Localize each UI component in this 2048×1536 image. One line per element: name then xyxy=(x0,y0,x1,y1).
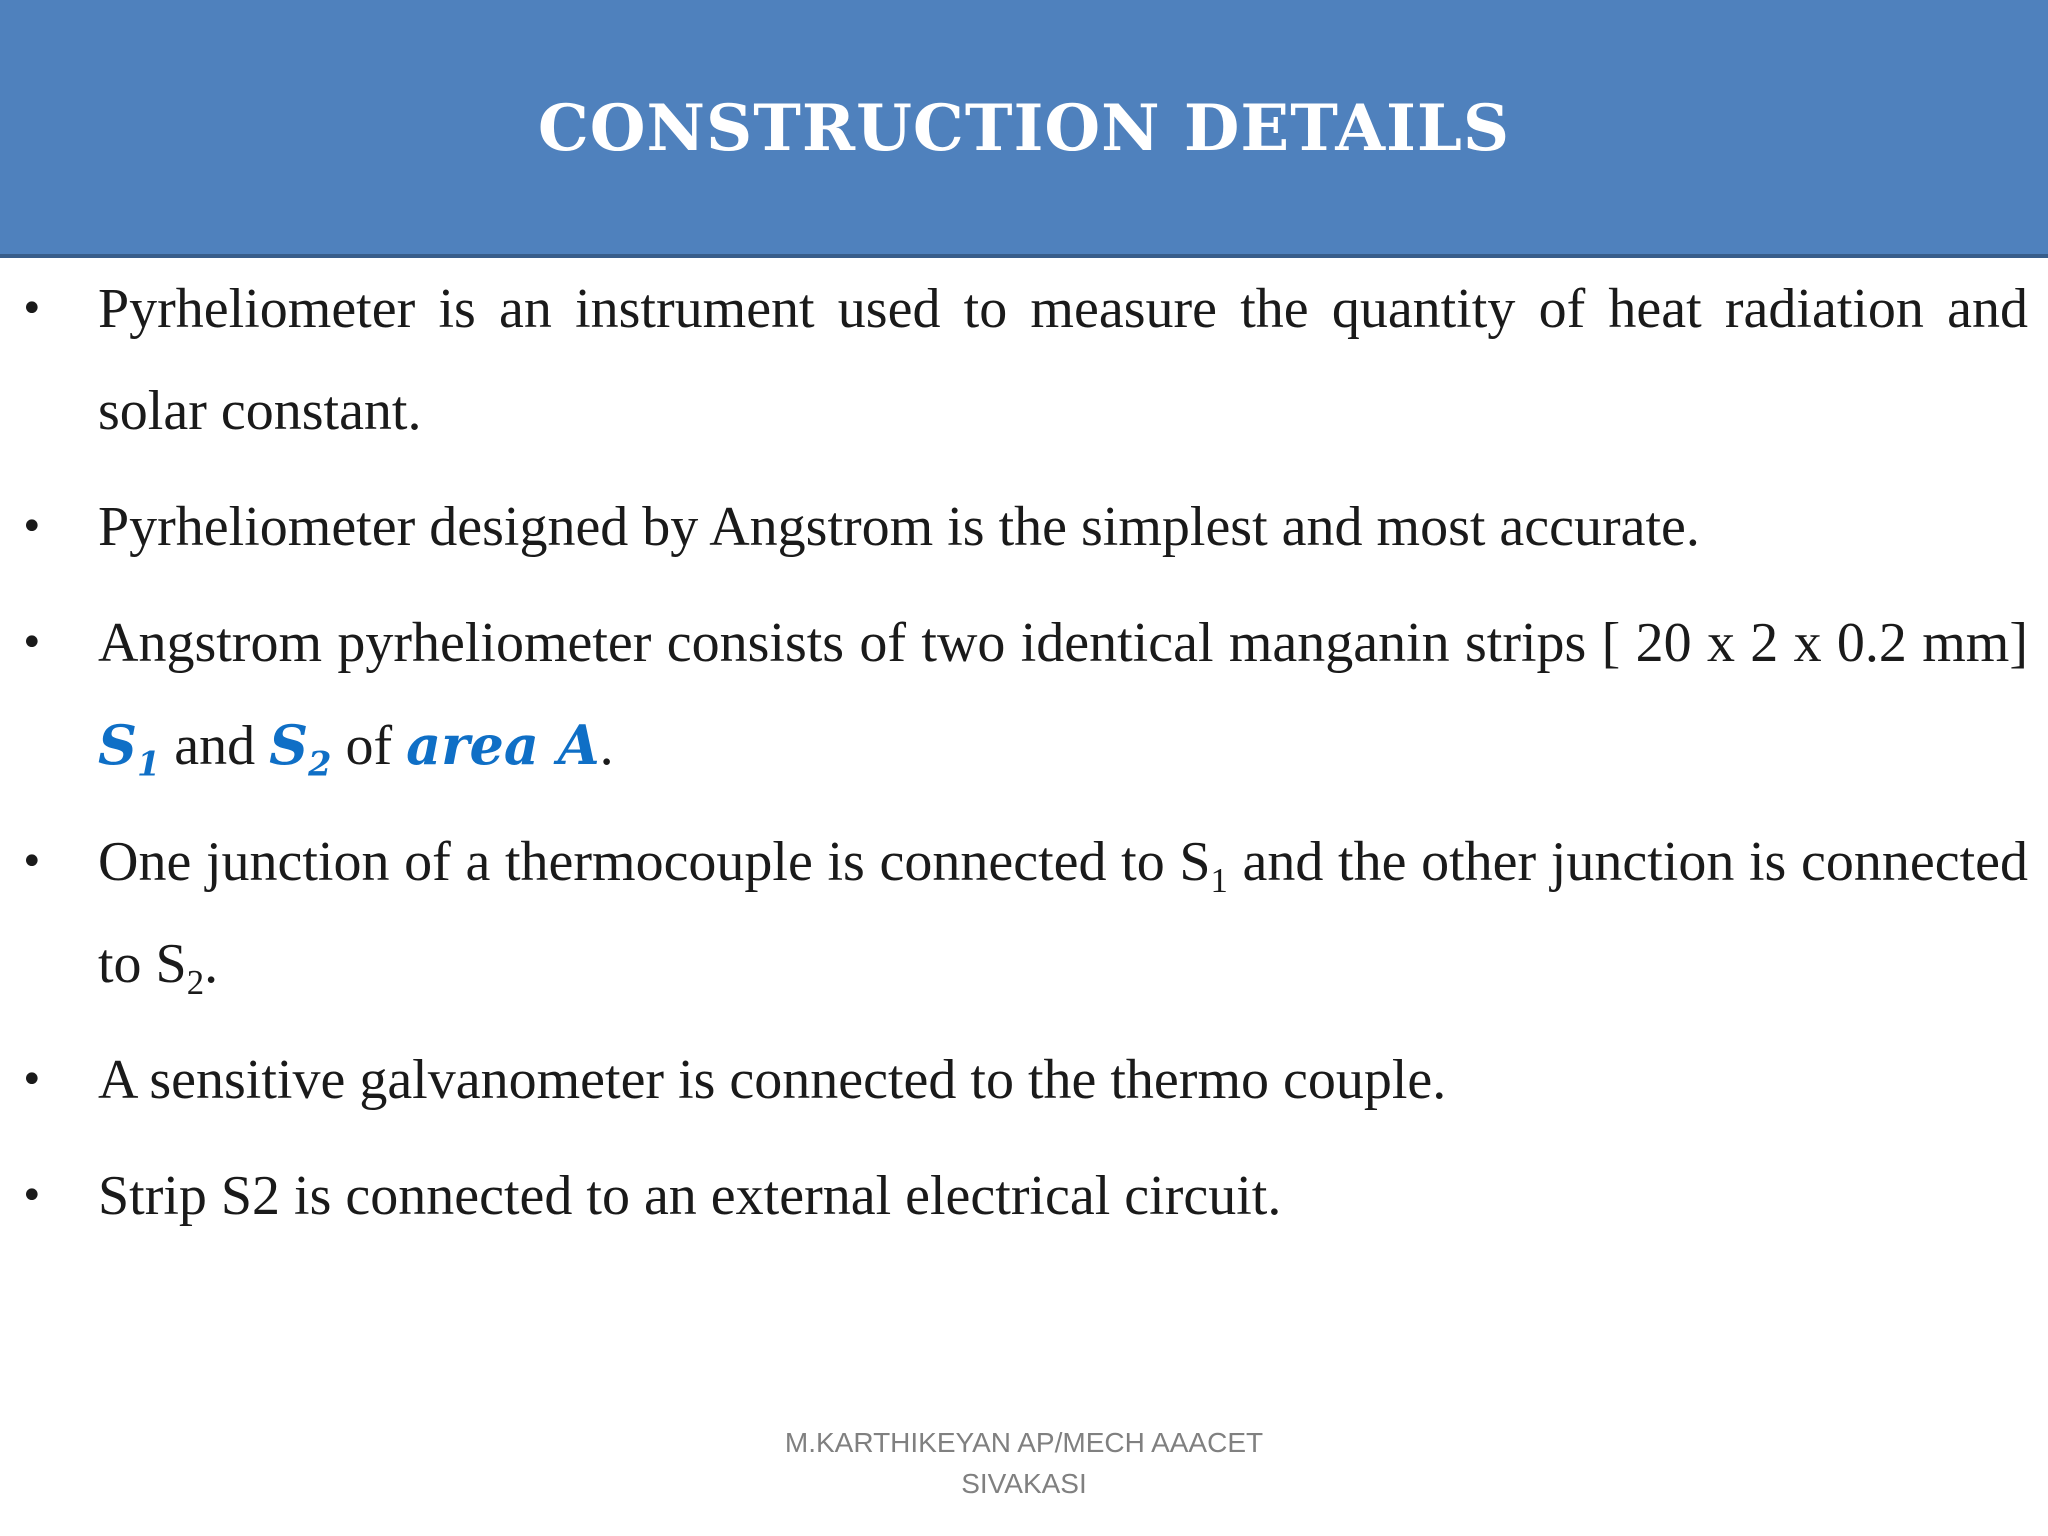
footer xyxy=(0,1422,2048,1504)
bullet-text-and: and xyxy=(160,715,270,777)
bullet-dot-icon: • xyxy=(20,1057,44,1103)
bullet-text: Pyrheliometer is an instrument used to measure the quantity of heat radiation and solar constant. xyxy=(98,278,2028,442)
bullet-item-strips xyxy=(0,592,2048,797)
strip-s1-letter: S xyxy=(98,713,137,777)
bullet-text-end: . xyxy=(204,933,219,995)
bullet-item-angstrom xyxy=(0,476,2048,578)
bullet-dot-icon: • xyxy=(20,839,44,885)
subscript-2: 2 xyxy=(186,963,205,1003)
bullet-text-cont: and the other junction is connected to S xyxy=(98,831,2028,995)
title-bar xyxy=(0,0,2048,258)
bullet-text: A sensitive galvanometer is connected to the thermo couple. xyxy=(98,1049,1447,1111)
bullet-text-of: of xyxy=(331,715,407,777)
bullet-dot-icon: • xyxy=(20,504,44,550)
bullet-dot-icon: • xyxy=(20,620,44,666)
bullet-item-definition xyxy=(0,258,2048,462)
strip-s2-letter: S xyxy=(269,713,309,777)
bullet-text: Pyrheliometer designed by Angstrom is the simplest and most accurate. xyxy=(98,496,1700,558)
bullet-text-end: . xyxy=(599,715,614,777)
bullet-text: One junction of a thermocouple is connected to S xyxy=(98,831,1211,893)
subscript-1: 1 xyxy=(1210,861,1228,901)
bullet-text: Strip S2 is connected to an external electrical circuit. xyxy=(98,1165,1282,1227)
area-label: area A xyxy=(406,713,600,777)
content-area xyxy=(0,258,2048,1247)
slide-title: CONSTRUCTION DETAILS xyxy=(537,90,1511,166)
bullet-dot-icon: • xyxy=(20,286,44,332)
strip-s2-subscript: 2 xyxy=(308,744,332,784)
bullet-item-circuit xyxy=(0,1145,2048,1247)
strip-s2-label xyxy=(269,713,332,784)
bullet-item-thermocouple xyxy=(0,811,2048,1015)
bullet-text: Angstrom pyrheliometer consists of two identical manganin strips [ 20 x 2 x 0.2 mm] xyxy=(98,612,2028,674)
strip-s1-subscript: 1 xyxy=(137,744,161,784)
footer-location: SIVAKASI xyxy=(961,1468,1087,1499)
footer-author: M.KARTHIKEYAN AP/MECH AAACET xyxy=(784,1427,1264,1458)
strip-s1-label xyxy=(98,713,161,784)
bullet-item-galvanometer xyxy=(0,1029,2048,1131)
bullet-list xyxy=(0,258,2048,1247)
bullet-dot-icon: • xyxy=(20,1173,44,1219)
